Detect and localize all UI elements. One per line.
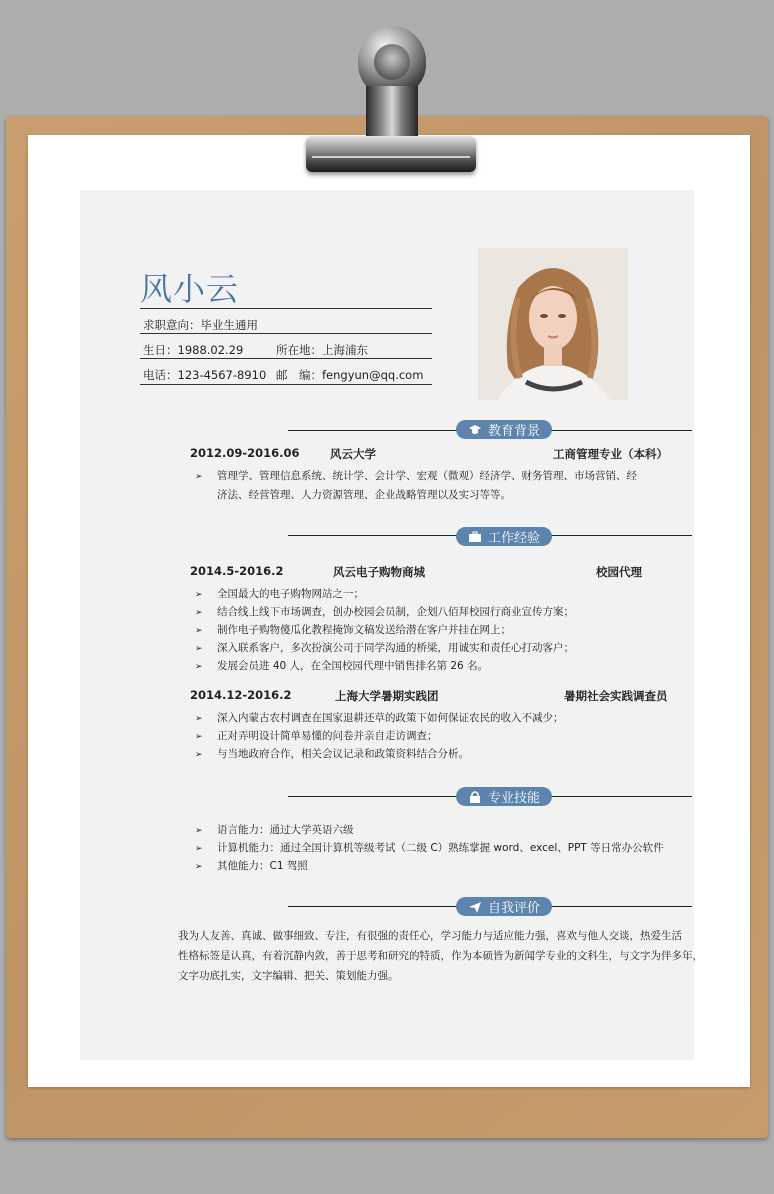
birth-date: 生日：1988.02.29 bbox=[143, 343, 244, 357]
list-item: ➢ 计算机能力：通过全国计算机等级考试（二级 C）熟练掌握 word、excel、PPT 等日常办公软件 bbox=[195, 842, 664, 854]
edu-major: 工商管理专业（本科） bbox=[553, 447, 668, 461]
list-item: ➢ 与当地政府合作，相关会议记录和政策资料结合分析。 bbox=[195, 748, 469, 760]
list-item: ➢ 深入联系客户，多次扮演公司于同学沟通的桥梁，用诚实和责任心打动客户； bbox=[195, 642, 574, 654]
section-badge-work bbox=[456, 527, 552, 546]
list-item-text: 深入联系客户，多次扮演公司于同学沟通的桥梁，用诚实和责任心打动客户； bbox=[217, 642, 574, 654]
divider bbox=[140, 333, 432, 334]
job-role: 校园代理 bbox=[596, 565, 642, 579]
paper-plane-icon bbox=[468, 900, 482, 914]
edu-date: 2012.09-2016.06 bbox=[190, 446, 300, 460]
job-org: 上海大学暑期实践团 bbox=[335, 689, 439, 703]
section-title: 自我评价 bbox=[487, 901, 540, 916]
list-item: ➢ 发展会员进 40 人，在全国校园代理中销售排名第 26 名。 bbox=[195, 660, 489, 672]
list-item-text: 全国最大的电子购物网站之一； bbox=[217, 588, 364, 600]
job-intent: 求职意向：毕业生通用 bbox=[143, 318, 258, 332]
section-title: 工作经验 bbox=[487, 531, 540, 546]
candidate-name: 风小云 bbox=[140, 270, 240, 308]
list-item: ➢ 正对弄明设计简单易懂的问卷并亲自走访调查； bbox=[195, 730, 438, 742]
list-item: ➢ 全国最大的电子购物网站之一； bbox=[195, 588, 364, 600]
binder-clip-body bbox=[306, 136, 476, 172]
list-item-text: 语言能力：通过大学英语六级 bbox=[217, 824, 354, 836]
edu-desc: ➢ 管理学、管理信息系统、统计学、会计学、宏观（微观）经济学、财务管理、市场营销、经 bbox=[195, 470, 637, 482]
edu-school: 风云大学 bbox=[330, 447, 376, 461]
binder-clip-neck bbox=[366, 86, 418, 142]
email: 邮 编：fengyun@qq.com bbox=[276, 368, 424, 382]
location: 所在地：上海浦东 bbox=[276, 343, 368, 357]
divider bbox=[140, 358, 432, 359]
briefcase-icon bbox=[468, 530, 482, 544]
list-item-text: 深入内蒙古农村调查在国家退耕还草的政策下如何保证农民的收入不减少； bbox=[217, 712, 564, 724]
section-badge-skills bbox=[456, 787, 552, 806]
profile-photo bbox=[478, 248, 628, 400]
divider bbox=[140, 308, 432, 309]
list-item-text: 其他能力：C1 驾照 bbox=[217, 860, 308, 872]
divider bbox=[140, 384, 432, 385]
phone: 电话：123-4567-8910 bbox=[143, 368, 267, 382]
section-badge-education bbox=[456, 420, 552, 439]
self-eval-line: 我为人友善、真诚、做事细致、专注，有很强的责任心，学习能力与适应能力强，喜欢与他人交谈，热爱生活 bbox=[178, 930, 682, 942]
section-title: 专业技能 bbox=[487, 791, 540, 806]
graduation-cap-icon bbox=[468, 423, 482, 437]
list-item-text: 制作电子购物傻瓜化教程掩饰文稿发送给潜在客户并挂在网上； bbox=[217, 624, 511, 636]
list-item-text: 发展会员进 40 人，在全国校园代理中销售排名第 26 名。 bbox=[217, 660, 489, 672]
section-title: 教育背景 bbox=[487, 424, 540, 439]
list-item-text: 与当地政府合作，相关会议记录和政策资料结合分析。 bbox=[217, 748, 469, 760]
portrait-illustration bbox=[478, 248, 628, 400]
list-item-text: 正对弄明设计简单易懂的问卷并亲自走访调查； bbox=[217, 730, 438, 742]
list-item: ➢ 其他能力：C1 驾照 bbox=[195, 860, 308, 872]
edu-desc-line2: 济法、经营管理、人力资源管理、企业战略管理以及实习等等。 bbox=[217, 489, 511, 501]
job-org: 风云电子购物商城 bbox=[333, 565, 425, 579]
binder-clip-hole bbox=[374, 44, 410, 80]
job-role: 暑期社会实践调查员 bbox=[564, 689, 668, 703]
lock-icon bbox=[468, 790, 482, 804]
section-badge-self bbox=[456, 897, 552, 916]
list-item: ➢ 结合线上线下市场调查，创办校园会员制，企划八佰拜校园行商业宣传方案； bbox=[195, 606, 574, 618]
list-item: ➢ 深入内蒙古农村调查在国家退耕还草的政策下如何保证农民的收入不减少； bbox=[195, 712, 564, 724]
edu-desc-line1: 管理学、管理信息系统、统计学、会计学、宏观（微观）经济学、财务管理、市场营销、经 bbox=[217, 470, 637, 482]
list-item: ➢ 语言能力：通过大学英语六级 bbox=[195, 824, 354, 836]
job-date: 2014.5-2016.2 bbox=[190, 564, 284, 578]
list-item-text: 结合线上线下市场调查，创办校园会员制，企划八佰拜校园行商业宣传方案； bbox=[217, 606, 574, 618]
self-eval-line: 性格标签是认真，有着沉静内敛，善于思考和研究的特质，作为本硕皆为新闻学专业的文科生，与文字为伴多年， bbox=[178, 950, 703, 962]
job-date: 2014.12-2016.2 bbox=[190, 688, 292, 702]
list-item-text: 计算机能力：通过全国计算机等级考试（二级 C）熟练掌握 word、excel、PPT 等日常办公软件 bbox=[217, 842, 664, 854]
list-item: ➢ 制作电子购物傻瓜化教程掩饰文稿发送给潜在客户并挂在网上； bbox=[195, 624, 511, 636]
binder-clip-edge bbox=[312, 156, 470, 158]
self-eval-line: 文字功底扎实，文字编辑、把关、策划能力强。 bbox=[178, 970, 399, 982]
